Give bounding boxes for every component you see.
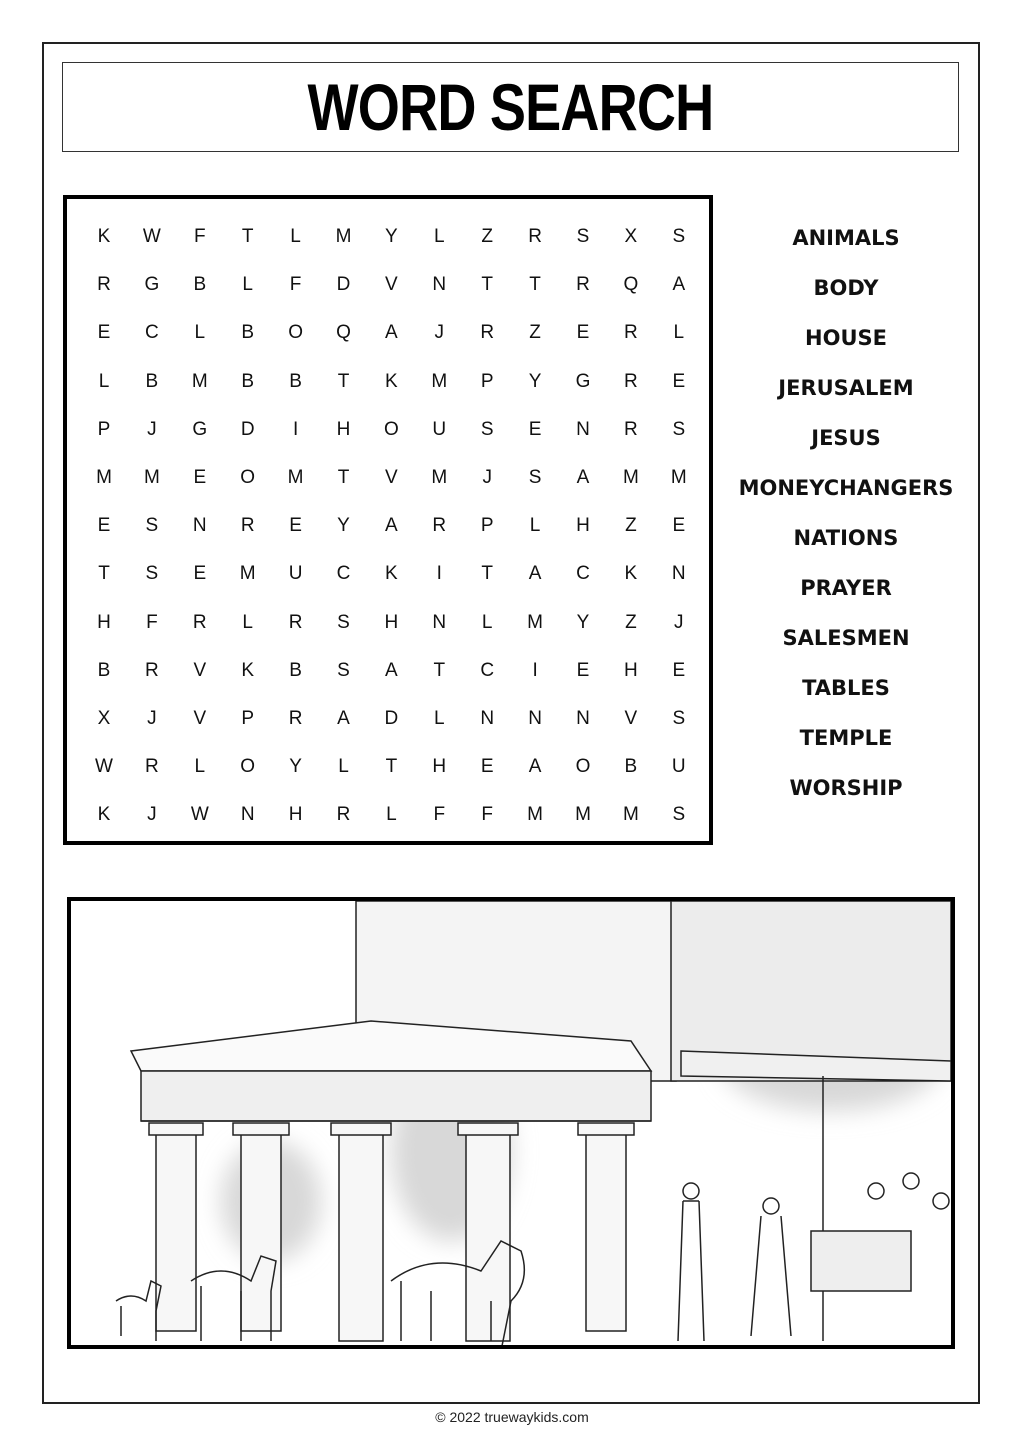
grid-letter[interactable]: S bbox=[672, 418, 686, 440]
word-list-item: HOUSE bbox=[805, 326, 887, 350]
grid-letter[interactable]: E bbox=[97, 322, 111, 344]
word-list-item: WORSHIP bbox=[789, 776, 903, 800]
grid-letter[interactable]: L bbox=[242, 611, 253, 633]
grid-letter[interactable]: M bbox=[191, 370, 208, 392]
grid-letter[interactable]: S bbox=[145, 563, 159, 585]
grid-letter[interactable]: Y bbox=[289, 756, 302, 778]
grid-letter[interactable]: S bbox=[145, 515, 159, 537]
grid-letter[interactable]: T bbox=[337, 370, 350, 392]
grid-letter[interactable]: L bbox=[290, 226, 301, 247]
grid-letter[interactable]: V bbox=[624, 708, 638, 729]
grid-letter[interactable]: P bbox=[241, 708, 255, 729]
grid-letter[interactable]: N bbox=[528, 708, 542, 729]
grid-letter[interactable]: R bbox=[576, 274, 590, 296]
grid-letter[interactable]: K bbox=[241, 659, 255, 681]
word-list-item: SALESMEN bbox=[782, 626, 910, 650]
grid-letter[interactable]: S bbox=[672, 226, 686, 247]
grid-letter[interactable]: Y bbox=[385, 226, 398, 247]
grid-letter[interactable]: P bbox=[480, 370, 494, 392]
grid-letter[interactable]: V bbox=[193, 708, 207, 729]
grid-letter[interactable]: R bbox=[480, 322, 495, 344]
grid-letter[interactable]: F bbox=[289, 274, 302, 296]
word-list-item: NATIONS bbox=[793, 526, 899, 550]
grid-letter[interactable]: V bbox=[385, 467, 398, 488]
grid-letter[interactable]: I bbox=[532, 659, 538, 681]
grid-letter[interactable]: R bbox=[240, 515, 255, 537]
grid-letter[interactable]: B bbox=[97, 659, 111, 681]
grid-letter[interactable]: T bbox=[481, 563, 493, 585]
grid-letter[interactable]: G bbox=[192, 418, 208, 440]
grid-letter[interactable]: T bbox=[98, 563, 110, 585]
grid-letter[interactable]: M bbox=[431, 370, 448, 392]
grid-letter[interactable]: N bbox=[192, 515, 207, 537]
grid-letter[interactable]: A bbox=[528, 563, 542, 585]
grid-letter[interactable]: R bbox=[97, 274, 111, 296]
grid-letter[interactable]: M bbox=[575, 804, 591, 826]
grid-letter[interactable]: Z bbox=[481, 226, 493, 247]
grid-letter[interactable]: S bbox=[576, 226, 590, 247]
grid-letter[interactable]: H bbox=[288, 804, 303, 826]
grid-letter[interactable]: D bbox=[336, 274, 351, 296]
grid-letter[interactable]: S bbox=[480, 418, 494, 440]
grid-letter[interactable]: M bbox=[287, 467, 304, 488]
grid-letter[interactable]: L bbox=[98, 370, 110, 392]
word-list-item: JERUSALEM bbox=[778, 376, 914, 400]
grid-letter[interactable]: T bbox=[481, 274, 493, 296]
grid-letter[interactable]: S bbox=[672, 804, 686, 826]
grid-letter[interactable]: L bbox=[194, 322, 206, 344]
grid-letter[interactable]: E bbox=[193, 467, 207, 488]
grid-letter[interactable]: O bbox=[575, 756, 591, 778]
grid-letter[interactable]: L bbox=[194, 756, 206, 778]
grid-letter[interactable]: R bbox=[432, 515, 447, 537]
grid-letter[interactable]: M bbox=[143, 467, 160, 488]
grid-letter[interactable]: R bbox=[288, 708, 303, 729]
grid-letter[interactable]: H bbox=[384, 611, 399, 633]
grid-letter[interactable]: A bbox=[385, 322, 398, 344]
grid-letter[interactable]: L bbox=[434, 708, 445, 729]
grid-letter[interactable]: R bbox=[528, 226, 542, 247]
grid-letter[interactable]: D bbox=[384, 708, 399, 729]
grid-letter[interactable]: N bbox=[576, 708, 590, 729]
grid-letter[interactable]: X bbox=[624, 226, 638, 247]
grid-letter[interactable]: Z bbox=[529, 322, 541, 344]
grid-letter[interactable]: J bbox=[147, 804, 157, 826]
grid-letter[interactable]: S bbox=[528, 467, 542, 488]
grid-letter[interactable]: Y bbox=[337, 515, 350, 537]
grid-letter[interactable]: M bbox=[527, 804, 543, 826]
grid-letter[interactable]: U bbox=[432, 418, 447, 440]
grid-letter[interactable]: B bbox=[289, 370, 302, 392]
grid-letter[interactable]: I bbox=[436, 563, 442, 585]
grid-letter[interactable]: S bbox=[337, 659, 350, 681]
grid-letter[interactable]: C bbox=[576, 563, 590, 585]
grid-letter[interactable]: L bbox=[242, 274, 253, 296]
word-list-item: MONEYCHANGERS bbox=[738, 476, 954, 500]
grid-letter[interactable]: O bbox=[240, 467, 256, 488]
grid-letter[interactable]: U bbox=[671, 756, 686, 778]
grid-letter[interactable]: K bbox=[385, 370, 398, 392]
grid-letter[interactable]: L bbox=[386, 804, 397, 826]
grid-letter[interactable]: A bbox=[528, 756, 542, 778]
grid-letter[interactable]: M bbox=[622, 804, 639, 826]
grid-letter[interactable]: F bbox=[193, 226, 206, 247]
grid-letter[interactable]: K bbox=[385, 563, 398, 585]
grid-letter[interactable]: B bbox=[289, 659, 302, 681]
grid-letter[interactable]: B bbox=[193, 274, 207, 296]
grid-letter[interactable]: M bbox=[622, 467, 639, 488]
grid-letter[interactable]: Y bbox=[576, 611, 590, 633]
grid-letter[interactable]: T bbox=[337, 467, 350, 488]
grid-letter[interactable]: L bbox=[673, 322, 685, 344]
grid-letter[interactable]: K bbox=[97, 804, 111, 826]
temple-scene-drawing bbox=[71, 901, 951, 1345]
grid-letter[interactable]: E bbox=[193, 563, 207, 585]
grid-letter[interactable]: Z bbox=[625, 515, 637, 537]
grid-letter[interactable]: G bbox=[575, 370, 591, 392]
grid-letter[interactable]: A bbox=[337, 708, 350, 729]
word-list-item: PRAYER bbox=[800, 576, 892, 600]
grid-letter[interactable]: P bbox=[480, 515, 494, 537]
grid-letter[interactable]: S bbox=[337, 611, 350, 633]
grid-letter[interactable]: N bbox=[240, 804, 255, 826]
grid-letter[interactable]: M bbox=[335, 226, 352, 247]
grid-letter[interactable]: K bbox=[624, 563, 638, 585]
grid-letter[interactable]: F bbox=[433, 804, 446, 826]
grid-letter[interactable]: H bbox=[624, 659, 638, 681]
grid-letter[interactable]: R bbox=[624, 322, 638, 344]
grid-letter[interactable]: S bbox=[672, 708, 686, 729]
grid-letter[interactable]: J bbox=[434, 322, 445, 344]
grid-letter[interactable]: B bbox=[241, 322, 255, 344]
grid-letter[interactable]: W bbox=[142, 226, 161, 247]
grid-letter[interactable]: J bbox=[674, 611, 684, 633]
grid-letter[interactable]: C bbox=[145, 322, 159, 344]
grid-letter[interactable]: R bbox=[624, 418, 638, 440]
grid-letter[interactable]: T bbox=[241, 226, 254, 247]
grid-letter[interactable]: J bbox=[482, 467, 492, 488]
grid-letter[interactable]: R bbox=[336, 804, 351, 826]
word-list-item: TABLES bbox=[802, 676, 890, 700]
grid-letter[interactable]: H bbox=[432, 756, 447, 778]
grid-letter[interactable]: O bbox=[240, 756, 256, 778]
grid-letter[interactable]: D bbox=[240, 418, 255, 440]
grid-letter[interactable]: L bbox=[434, 226, 445, 247]
grid-letter[interactable]: X bbox=[97, 708, 111, 729]
grid-letter[interactable]: G bbox=[144, 274, 160, 296]
grid-letter[interactable]: E bbox=[528, 418, 542, 440]
grid-letter[interactable]: E bbox=[576, 659, 590, 681]
grid-letter[interactable]: E bbox=[672, 659, 686, 681]
title-box bbox=[62, 62, 959, 152]
grid-letter[interactable]: Z bbox=[625, 611, 637, 633]
grid-letter[interactable]: M bbox=[239, 563, 256, 585]
grid-letter[interactable]: E bbox=[289, 515, 302, 537]
grid-letter[interactable]: T bbox=[385, 756, 398, 778]
grid-letter[interactable]: O bbox=[384, 418, 399, 440]
grid-letter[interactable]: R bbox=[288, 611, 303, 633]
grid-letter[interactable]: V bbox=[385, 274, 398, 296]
temple-illustration bbox=[67, 897, 955, 1349]
grid-letter[interactable]: N bbox=[432, 611, 447, 633]
grid-letter[interactable]: F bbox=[146, 611, 158, 633]
grid-letter[interactable]: T bbox=[529, 274, 541, 296]
grid-letter[interactable]: J bbox=[147, 418, 157, 440]
page-title: WORD SEARCH bbox=[307, 70, 714, 144]
grid-letter[interactable]: N bbox=[432, 274, 447, 296]
grid-letter[interactable]: H bbox=[97, 611, 111, 633]
grid-letter[interactable]: E bbox=[97, 515, 111, 537]
grid-letter[interactable]: Q bbox=[623, 274, 639, 296]
grid-letter[interactable]: M bbox=[96, 467, 112, 488]
grid-letter[interactable]: E bbox=[576, 322, 590, 344]
grid-letter[interactable]: M bbox=[670, 467, 687, 488]
grid-letter[interactable]: N bbox=[480, 708, 495, 729]
grid-letter[interactable]: R bbox=[145, 756, 159, 778]
grid-letter[interactable]: M bbox=[527, 611, 543, 633]
grid-letter[interactable]: U bbox=[288, 563, 303, 585]
grid-letter[interactable]: A bbox=[385, 659, 398, 681]
grid-letter[interactable]: N bbox=[576, 418, 590, 440]
grid-letter[interactable]: E bbox=[672, 370, 686, 392]
grid-letter[interactable]: P bbox=[97, 418, 111, 440]
grid-letter[interactable]: M bbox=[431, 467, 448, 488]
word-list-item: BODY bbox=[813, 276, 879, 300]
grid-letter[interactable]: W bbox=[190, 804, 209, 826]
grid-letter[interactable]: E bbox=[672, 515, 686, 537]
grid-letter[interactable]: W bbox=[95, 756, 113, 778]
grid-letter[interactable]: H bbox=[336, 418, 351, 440]
grid-letter[interactable]: R bbox=[145, 659, 159, 681]
grid-letter[interactable]: V bbox=[193, 659, 207, 681]
grid-letter[interactable]: N bbox=[671, 563, 686, 585]
grid-letter[interactable]: A bbox=[385, 515, 398, 537]
grid-letter[interactable]: Y bbox=[528, 370, 542, 392]
grid-letter[interactable]: K bbox=[97, 226, 111, 247]
grid-letter[interactable]: C bbox=[336, 563, 351, 585]
grid-letter[interactable]: L bbox=[481, 611, 493, 633]
grid-letter[interactable]: R bbox=[192, 611, 207, 633]
grid-letter[interactable]: O bbox=[288, 322, 303, 344]
grid-letter[interactable]: A bbox=[672, 274, 686, 296]
grid-letter[interactable]: B bbox=[241, 370, 255, 392]
grid-letter[interactable]: C bbox=[480, 659, 495, 681]
grid-letter[interactable]: H bbox=[576, 515, 590, 537]
grid-letter[interactable]: R bbox=[624, 370, 638, 392]
grid-letter[interactable]: T bbox=[433, 659, 446, 681]
word-search-grid bbox=[63, 195, 713, 845]
grid-letter[interactable]: F bbox=[481, 804, 493, 826]
grid-letter[interactable]: Q bbox=[336, 322, 351, 344]
grid-letter[interactable]: L bbox=[338, 756, 349, 778]
grid-letter[interactable]: J bbox=[147, 708, 157, 729]
word-list-item: TEMPLE bbox=[799, 726, 893, 750]
grid-letter[interactable]: L bbox=[529, 515, 541, 537]
grid-letter[interactable]: B bbox=[145, 370, 159, 392]
word-list-item: ANIMALS bbox=[792, 226, 900, 250]
grid-letter[interactable]: E bbox=[480, 756, 494, 778]
grid-letter[interactable]: I bbox=[292, 418, 299, 440]
word-list-item: JESUS bbox=[811, 426, 881, 450]
grid-letter[interactable]: B bbox=[624, 756, 638, 778]
grid-letter[interactable]: A bbox=[576, 467, 590, 488]
copyright-footer: © 2022 truewaykids.com bbox=[435, 1409, 589, 1425]
